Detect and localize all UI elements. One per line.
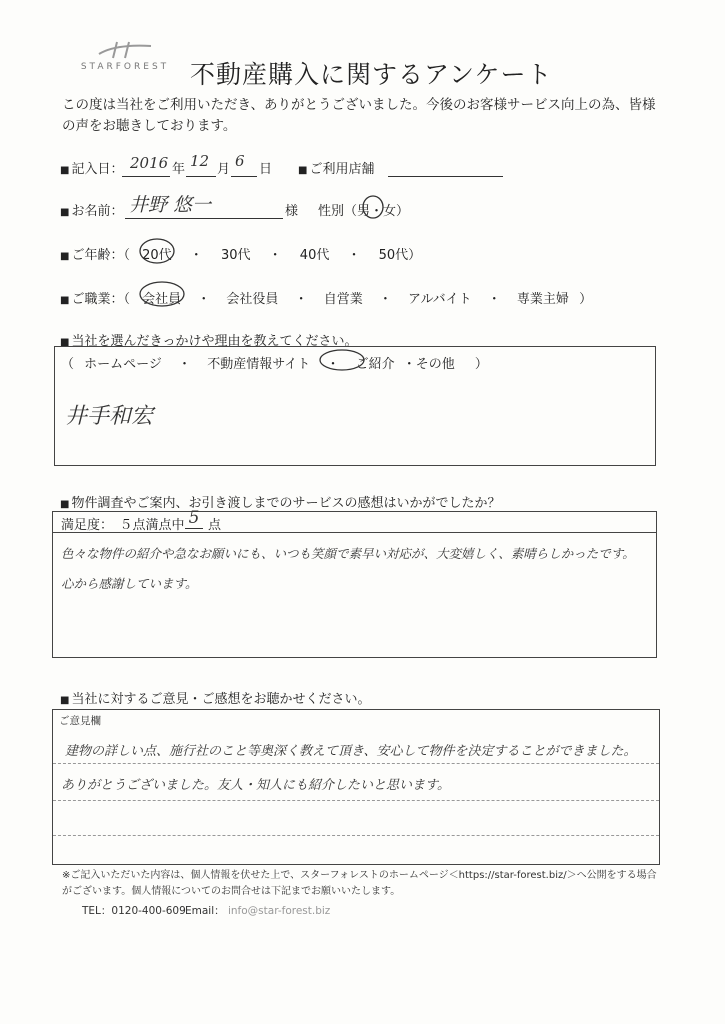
bullet-icon: ■ <box>298 165 308 176</box>
opinion-box-label: ご意見欄 <box>59 715 101 727</box>
q2-answer-line1: 色々な物件の紹介や急なお願いにも、いつも笑顔で素早い対応が、大変嬉しく、素晴らしかったです。 <box>61 546 635 561</box>
job-label: ご職業：（ <box>71 292 130 307</box>
q1-answer-box[interactable] <box>54 346 656 466</box>
intro-text: この度は当社をご利用いただき、ありがとうございました。今後のお客様サービス向上の為、皆様の声をお聴きしております。 <box>62 97 656 134</box>
dashed-line-1 <box>53 763 659 764</box>
gender-female[interactable]: 女） <box>383 204 410 219</box>
name-suffix: 様 <box>285 204 299 219</box>
date-year-value: 2016 <box>130 154 169 172</box>
q2-answer-line2: 心から感謝しています。 <box>61 576 198 591</box>
store-field[interactable] <box>388 162 503 177</box>
job-option-homemaker[interactable]: 専業主婦 <box>516 292 569 307</box>
store-label: ご利用店舗 <box>309 162 375 177</box>
job-row: ■ ご職業：（ 会社員 ・ 会社役員 ・ 自営業 ・ アルバイト ・ 専業主婦 ） <box>60 292 593 307</box>
name-row <box>60 200 123 219</box>
q3-question: ■ 当社に対するご意見・ご感想をお聴かせください。 <box>60 692 371 707</box>
bullet-icon: ■ <box>60 695 70 706</box>
gender-sep: ・ <box>370 204 384 219</box>
q2-question: ■ 物件調査やご案内、お引き渡しまでのサービスの感想はいかがでしたか？ <box>60 496 501 511</box>
q1-option-realestate-site[interactable]: 不動産情報サイト <box>207 357 311 372</box>
bullet-icon: ■ <box>60 499 70 510</box>
logo-text: STARFOREST <box>80 62 170 72</box>
footer-tel: TEL：0120-400-609 <box>82 905 186 917</box>
starforest-logo-icon <box>95 40 155 60</box>
satisfaction-unit: 点 <box>208 518 222 533</box>
job-option-executive[interactable]: 会社役員 <box>226 292 279 307</box>
date-day-field[interactable] <box>231 152 257 177</box>
q3-answer-line2: ありがとうございました。友人・知人にも紹介したいと思います。 <box>61 778 450 793</box>
month-unit: 月 <box>217 162 231 177</box>
bullet-icon: ■ <box>60 207 70 218</box>
satisfaction-value[interactable]: 5 <box>185 508 203 529</box>
q1-options: （ ホームページ ・ 不動産情報サイト ・ ご紹介 ・その他 ） <box>61 357 488 372</box>
footer-email-group <box>185 903 330 918</box>
store-row <box>298 158 374 177</box>
age-option-40[interactable]: 40代 <box>299 248 330 263</box>
dashed-line-3 <box>53 835 659 836</box>
age-option-30[interactable]: 30代 <box>220 248 251 263</box>
footer-note-line1: ※ご記入いただいた内容は、個人情報を伏せた上で、スターフォレストのホームページ＜https://star-forest.biz/＞へ公開をする場合 <box>62 870 657 881</box>
date-label: 記入日： <box>71 162 124 177</box>
name-field[interactable] <box>125 194 283 219</box>
day-unit: 日 <box>259 162 273 177</box>
gender-group <box>318 200 409 219</box>
bullet-icon: ■ <box>60 337 70 348</box>
bullet-icon: ■ <box>60 165 70 176</box>
gender-label: 性別（ <box>318 204 358 219</box>
q1-option-other[interactable]: ・その他 <box>402 357 455 372</box>
q1-question: ■ 当社を選んだきっかけや理由を教えてください。 <box>60 334 358 349</box>
bullet-icon: ■ <box>60 251 70 262</box>
q1-option-referral[interactable]: ご紹介 <box>355 357 395 372</box>
q2-answer-box[interactable] <box>52 508 657 658</box>
q3-answer-box[interactable] <box>52 709 660 865</box>
age-row: ■ ご年齢：（ 20代 ・ 30代 ・ 40代 ・ 50代） <box>60 248 422 263</box>
name-value: 井野 悠一 <box>129 194 212 216</box>
satisfaction-label: 満足度： ５点満点中 <box>61 518 185 533</box>
q1-option-homepage[interactable]: ホームページ <box>84 357 162 372</box>
company-logo <box>75 40 175 72</box>
bullet-icon: ■ <box>60 295 70 306</box>
gender-male[interactable]: 男 <box>357 204 371 219</box>
footer-note <box>62 868 672 900</box>
age-label: ご年齢：（ <box>71 248 130 263</box>
q3-answer-line1: 建物の詳しい点、施行社のこと等奥深く教えて頂き、安心して物件を決定することができました。 <box>65 744 637 759</box>
footer-note-line2: がございます。個人情報についてのお問合せは下記までお願いいたします。 <box>62 886 401 897</box>
q1-answer-text: 井手和宏 <box>65 404 154 429</box>
date-year-field[interactable] <box>122 154 170 177</box>
dashed-line-2 <box>53 800 659 801</box>
age-option-20[interactable]: 20代 <box>142 248 172 263</box>
page-title: 不動産購入に関するアンケート <box>190 60 553 89</box>
name-label: お名前： <box>71 204 124 219</box>
job-option-selfemployed[interactable]: 自営業 <box>323 292 363 307</box>
date-month-field[interactable] <box>186 152 216 177</box>
job-option-parttime[interactable]: アルバイト <box>408 292 472 307</box>
date-day-value: 6 <box>235 152 245 170</box>
date-month-value: 12 <box>190 152 210 170</box>
age-option-50[interactable]: 50代） <box>378 248 422 263</box>
footer-email[interactable]: info@star-forest.biz <box>227 905 331 917</box>
date-row <box>60 158 123 177</box>
job-option-employee[interactable]: 会社員 <box>142 292 182 307</box>
footer-email-label: Email： <box>185 905 225 917</box>
year-unit: 年 <box>172 162 186 177</box>
satisfaction-row <box>53 508 656 533</box>
